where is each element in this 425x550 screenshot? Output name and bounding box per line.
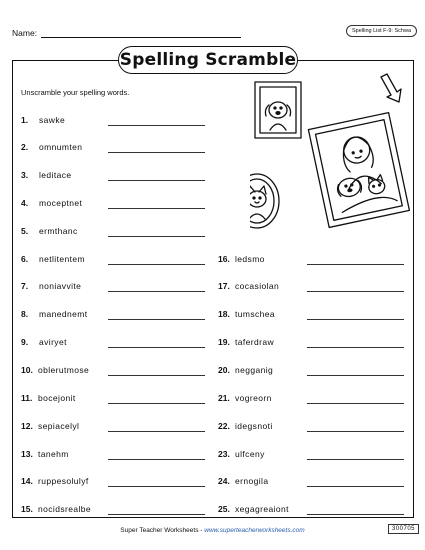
item-number: 16. — [218, 254, 230, 264]
item-number: 12. — [21, 421, 33, 431]
scrambled-word: manednemt — [39, 309, 88, 319]
spelling-item — [218, 254, 265, 264]
scrambled-word: leditace — [39, 170, 72, 180]
arrow-icon — [381, 74, 401, 102]
spelling-list-badge: Spelling List F-9: Schwa — [346, 25, 417, 37]
scrambled-word: moceptnet — [39, 198, 83, 208]
item-number: 1. — [21, 115, 29, 125]
spelling-item — [21, 254, 85, 264]
answer-line[interactable] — [108, 152, 205, 153]
footer-url-link[interactable]: www.superteacherworksheets.com — [204, 527, 305, 534]
scrambled-word: omnumten — [39, 142, 83, 152]
spelling-item — [21, 198, 82, 208]
spelling-item — [218, 309, 275, 319]
answer-line[interactable] — [108, 236, 205, 237]
item-number: 3. — [21, 170, 29, 180]
item-number: 25. — [218, 504, 230, 514]
item-number: 18. — [218, 309, 230, 319]
scrambled-word: bocejonit — [38, 393, 76, 403]
item-number: 24. — [218, 476, 230, 486]
item-number: 9. — [21, 337, 29, 347]
scrambled-word: xegagreaiont — [235, 504, 289, 514]
answer-line[interactable] — [108, 459, 205, 460]
footer-site-name: Super Teacher Worksheets — [120, 527, 199, 534]
answer-line[interactable] — [108, 264, 205, 265]
spelling-item — [218, 476, 268, 486]
spelling-item — [218, 281, 279, 291]
worksheet-code: 300705 — [388, 524, 419, 534]
answer-line[interactable] — [307, 486, 404, 487]
spelling-item — [21, 142, 82, 152]
spelling-item — [21, 170, 72, 180]
answer-line[interactable] — [307, 375, 404, 376]
item-number: 13. — [21, 449, 33, 459]
answer-line[interactable] — [108, 291, 205, 292]
item-number: 8. — [21, 309, 29, 319]
spelling-item — [218, 449, 265, 459]
answer-line[interactable] — [108, 180, 205, 181]
spelling-item — [218, 393, 272, 403]
scrambled-word: cocasiolan — [235, 281, 280, 291]
spelling-item — [21, 281, 81, 291]
answer-line[interactable] — [307, 514, 404, 515]
item-number: 7. — [21, 281, 29, 291]
item-number: 5. — [21, 226, 29, 236]
scrambled-word: tanehm — [38, 449, 69, 459]
item-number: 19. — [218, 337, 230, 347]
spelling-item — [21, 421, 79, 431]
spelling-item — [21, 449, 69, 459]
instructions: Unscramble your spelling words. — [21, 88, 130, 97]
footer-separator: - — [198, 527, 205, 534]
girl-with-pets-frame-icon — [308, 113, 409, 228]
answer-line[interactable] — [108, 486, 205, 487]
pets-picture-frames-illustration — [250, 70, 415, 245]
item-number: 22. — [218, 421, 230, 431]
item-number: 10. — [21, 365, 33, 375]
name-label: Name: — [12, 28, 38, 38]
item-number: 20. — [218, 365, 230, 375]
answer-line[interactable] — [108, 347, 205, 348]
scrambled-word: aviryet — [39, 337, 67, 347]
answer-line[interactable] — [307, 459, 404, 460]
answer-line[interactable] — [307, 291, 404, 292]
footer — [0, 527, 425, 534]
scrambled-word: ruppesolulyf — [38, 476, 89, 486]
scrambled-word: oblerutmose — [38, 365, 90, 375]
scrambled-word: tumschea — [235, 309, 276, 319]
item-number: 17. — [218, 281, 230, 291]
scrambled-word: sawke — [39, 115, 66, 125]
scrambled-word: sepiacelyl — [38, 421, 80, 431]
dog-frame-icon — [255, 82, 301, 138]
answer-line[interactable] — [307, 264, 404, 265]
item-number: 6. — [21, 254, 29, 264]
answer-line[interactable] — [108, 514, 205, 515]
worksheet-title: Spelling Scramble — [118, 46, 298, 74]
name-line[interactable] — [41, 29, 241, 38]
scrambled-word: vogreorn — [235, 393, 272, 403]
answer-line[interactable] — [108, 375, 205, 376]
scrambled-word: ernogila — [235, 476, 269, 486]
item-number: 14. — [21, 476, 33, 486]
spelling-item — [218, 504, 289, 514]
spelling-item — [21, 226, 78, 236]
item-number: 2. — [21, 142, 29, 152]
scrambled-word: ledsmo — [235, 254, 265, 264]
item-number: 23. — [218, 449, 230, 459]
spelling-item — [21, 309, 88, 319]
answer-line[interactable] — [108, 125, 205, 126]
answer-line[interactable] — [307, 319, 404, 320]
answer-line[interactable] — [307, 403, 404, 404]
spelling-item — [218, 365, 273, 375]
spelling-item — [21, 476, 89, 486]
scrambled-word: netlitentem — [39, 254, 85, 264]
scrambled-word: ermthanc — [39, 226, 78, 236]
spelling-item — [218, 421, 273, 431]
scrambled-word: idegsnoti — [235, 421, 273, 431]
spelling-item — [21, 337, 67, 347]
scrambled-word: nocidsrealbe — [38, 504, 91, 514]
cat-frame-icon — [250, 174, 279, 228]
answer-line[interactable] — [108, 319, 205, 320]
item-number: 11. — [21, 393, 33, 403]
item-number: 4. — [21, 198, 29, 208]
scrambled-word: negganig — [235, 365, 274, 375]
scrambled-word: noniavvite — [39, 281, 82, 291]
answer-line[interactable] — [108, 431, 205, 432]
scrambled-word: taferdraw — [235, 337, 275, 347]
spelling-item — [21, 365, 89, 375]
answer-line[interactable] — [307, 431, 404, 432]
item-number: 21. — [218, 393, 230, 403]
name-row — [12, 28, 241, 38]
spelling-item — [218, 337, 274, 347]
answer-line[interactable] — [108, 208, 205, 209]
spelling-item — [21, 504, 91, 514]
spelling-item — [21, 115, 65, 125]
spelling-item — [21, 393, 76, 403]
answer-line[interactable] — [108, 403, 205, 404]
answer-line[interactable] — [307, 347, 404, 348]
item-number: 15. — [21, 504, 33, 514]
scrambled-word: ulfceny — [235, 449, 265, 459]
